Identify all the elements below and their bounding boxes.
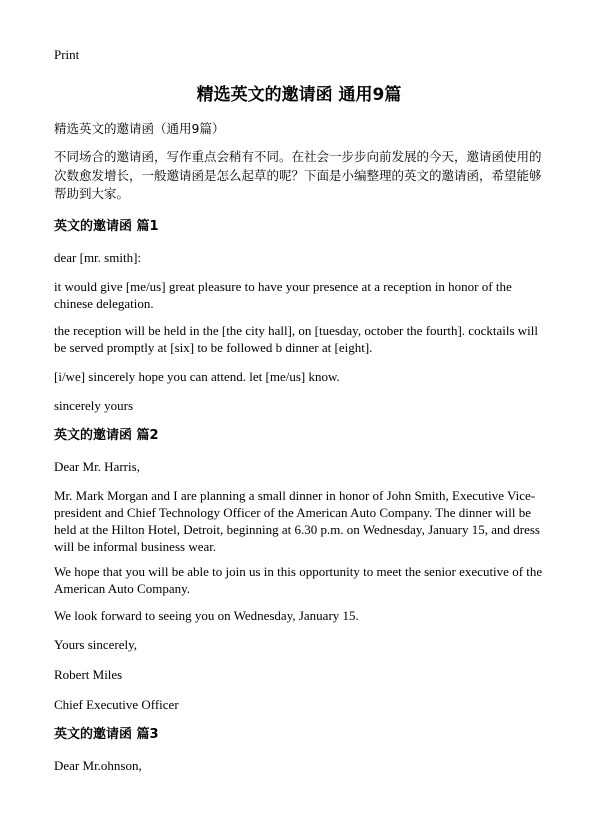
document-title: 精选英文的邀请函 通用9篇	[196, 85, 402, 105]
paragraph: Robert Miles	[54, 667, 123, 682]
paragraph: it would give [me/us] great pleasure to have your presence at a reception in honor of the chinese delegation.	[54, 279, 512, 311]
paragraph: Dear Mr. Harris,	[54, 459, 140, 474]
paragraph: dear [mr. smith]:	[54, 250, 142, 265]
paragraph: sincerely yours	[54, 398, 134, 413]
paragraph: Mr. Mark Morgan and I are planning a small dinner in honor of John Smith, Executive Vice-president and Chief Technology Officer of the American Auto Company. The dinner will be held at the Hilton Hotel, Detroit, beginning at 6.30 p.m. on Wednesday, January 15, and dress will be informal business wear.	[54, 488, 540, 554]
paragraph: Dear Mr.ohnson,	[54, 758, 142, 773]
section-heading-2: 英文的邀请函 篇2	[54, 428, 159, 443]
paragraph: Yours sincerely,	[54, 637, 138, 652]
intro-paragraph: 不同场合的邀请函，写作重点会稍有不同。在社会一步步向前发展的今天，邀请函使用的次数愈发增长，一般邀请函是怎么起草的呢？下面是小编整理的英文的邀请函，希望能够帮助到大家。	[54, 149, 542, 201]
print-link[interactable]: Print	[54, 47, 80, 62]
document-subtitle: 精选英文的邀请函（通用9篇）	[54, 121, 225, 136]
paragraph: We look forward to seeing you on Wednesday, January 15.	[54, 608, 359, 623]
paragraph: [i/we] sincerely hope you can attend. let [me/us] know.	[54, 369, 340, 384]
section-heading-1: 英文的邀请函 篇1	[54, 219, 159, 234]
paragraph: the reception will be held in the [the city hall], on [tuesday, october the fourth]. cocktails will be served promptly at [six] to be followed b dinner at [eight].	[54, 323, 538, 355]
section-heading-3: 英文的邀请函 篇3	[54, 727, 159, 742]
paragraph: We hope that you will be able to join us in this opportunity to meet the senior executive of the American Auto Company.	[54, 564, 543, 596]
paragraph: Chief Executive Officer	[54, 697, 179, 712]
